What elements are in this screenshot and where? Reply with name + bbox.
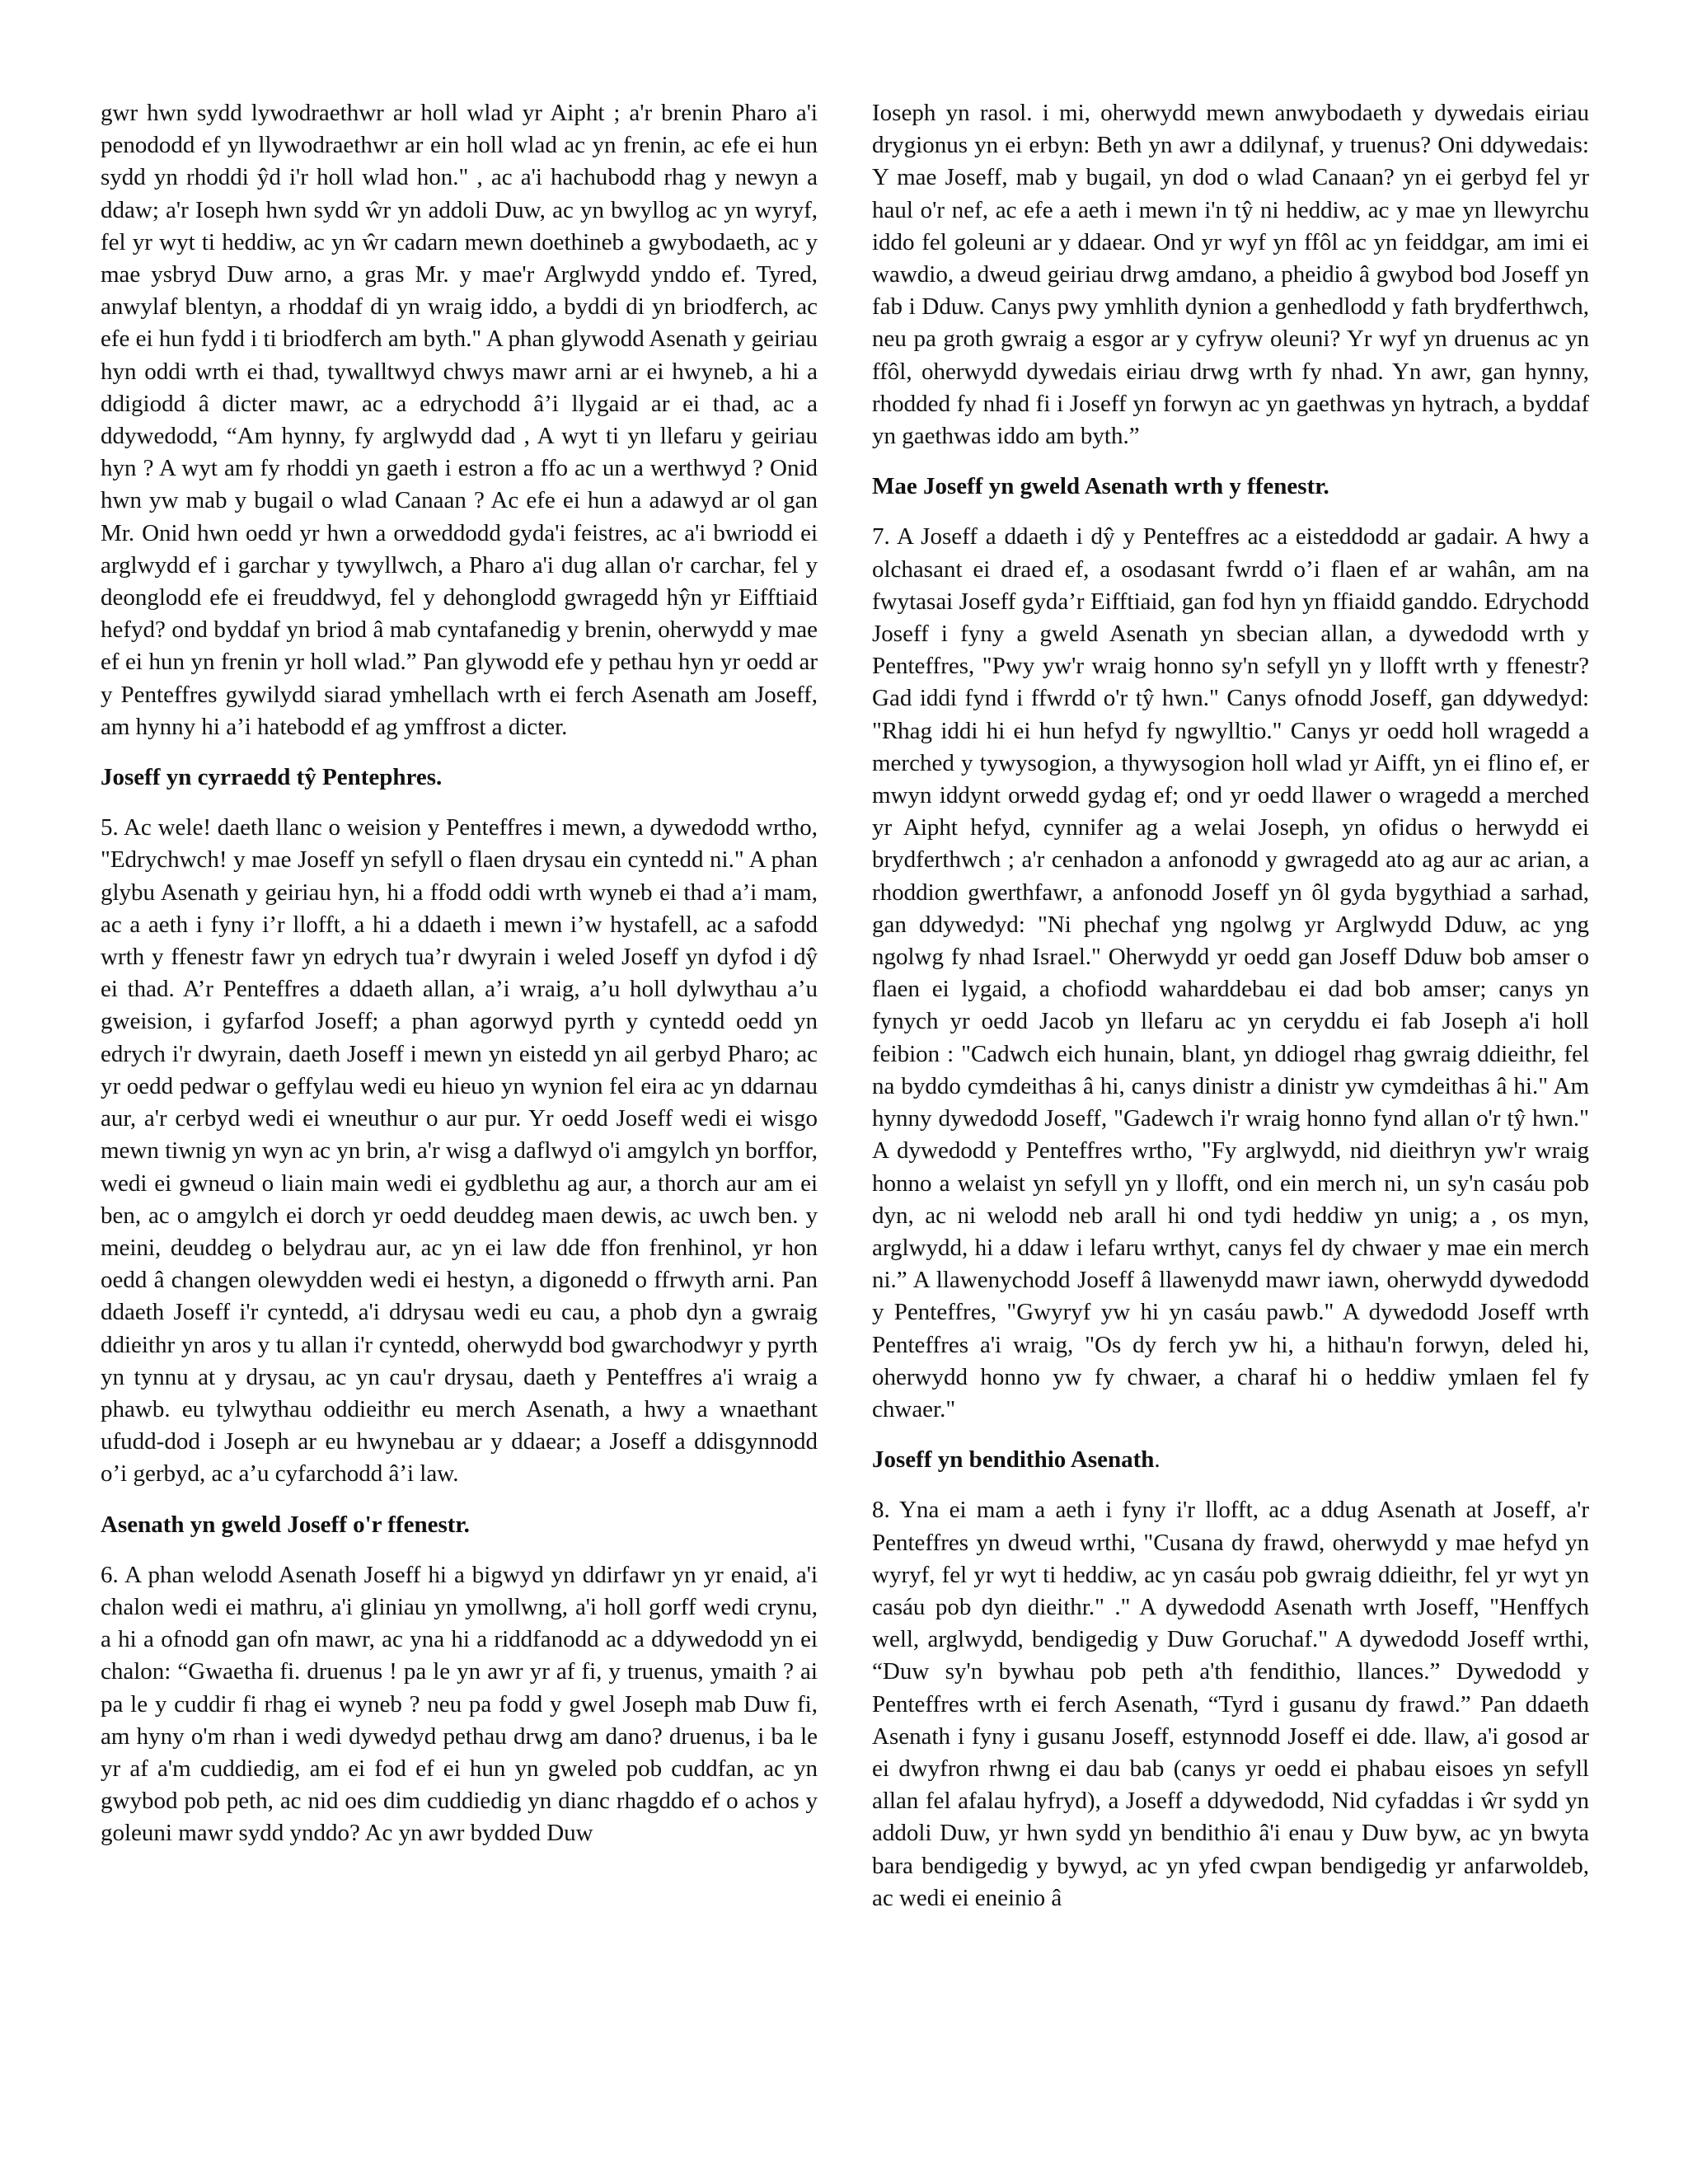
section-heading-joseph-blesses-asenath	[872, 1444, 1589, 1476]
section-heading-asenath-sees-joseph: Asenath yn gweld Joseff o'r ffenestr.	[101, 1511, 470, 1538]
paragraph-continuation: gwr hwn sydd lywodraethwr ar holl wlad yr Aipht ; a'r brenin Pharo a'i penododd ef yn llywodraethwr ar ein holl wlad ac yn frenin, ac efe ei hun sydd yn rhoddi ŷd i'r holl wlad hon." , ac a'i hachubodd rhag y newyn a ddaw; a'r Ioseph hwn sydd ŵr yn addoli Duw, ac yn bwyllog ac yn wyryf, fel yr wyt ti heddiw, ac yn ŵr cadarn mewn doethineb a gwybodaeth, ac y mae ysbryd Duw arno, a gras Mr. y mae'r Arglwydd ynddo ef. Tyred, anwylaf blentyn, a rhoddaf di yn wraig iddo, a byddi di yn briodferch, ac efe ei hun fydd i ti briodferch am byth." A phan glywodd Asenath y geiriau hyn oddi wrth ei thad, tywalltwyd chwys mawr arni ar ei hwyneb, a hi a ddigiodd â dicter mawr, ac a edrychodd â’i llygaid ar ei thad, ac a ddywedodd, “Am hynny, fy arglwydd dad , A wyt ti yn llefaru y geiriau hyn ? A wyt am fy rhoddi yn gaeth i estron a ffo ac un a werthwyd ? Onid hwn yw mab y bugail o wlad Canaan ? Ac efe ei hun a adawyd ar ol gan Mr. Onid hwn oedd yr hwn a orweddodd gyda'i feistres, ac a'i bwriodd ei arglwydd ef i garchar y tywyllwch, a Pharo a'i dug allan o'r carchar, fel y deonglodd efe ei freuddwyd, fel y dehonglodd gwragedd hŷn yr Eifftiaid hefyd? ond byddaf yn briod â mab cyntafanedig y brenin, oherwydd y mae ef ei hun yn frenin yr holl wlad.” Pan glywodd efe y pethau hyn yr oedd ar y Penteffres gywilydd siarad ymhellach wrth ei ferch Asenath am Joseff, am hynny hi a’i hatebodd ef ag ymffrost a dicter.	[101, 100, 818, 740]
heading-text: Joseff yn bendithio Asenath	[872, 1446, 1155, 1474]
paragraph-8: 8. Yna ei mam a aeth i fyny i'r llofft, ac a ddug Asenath at Joseff, a'r Penteffres yn dweud wrthi, "Cusana dy frawd, oherwydd y mae hefyd yn wyryf, fel yr wyt ti heddiw, ac yn casáu pob gwraig ddieithr, fel yr wyt yn casáu pob dyn dieithr." ." A dywedodd Asenath wrth Joseff, "Henffych well, arglwydd, bendigedig y Duw Goruchaf." A dywedodd Joseff wrthi, “Duw sy'n bywhau pob peth a'th fendithio, llances.” Dywedodd y Penteffres wrth ei ferch Asenath, “Tyrd i gusanu dy frawd.” Pan ddaeth Asenath i fyny i gusanu Joseff, estynnodd Joseff ei dde. llaw, a'i gosod ar ei dwyfron rhwng ei dau bab (canys yr oedd ei phabau eisoes yn sefyll allan fel afalau hyfryd), a Joseff a ddywedodd, Nid cyfaddas i ŵr sydd yn addoli Duw, yr hwn sydd yn bendithio â'i enau y Duw byw, ac yn bwyta bara bendigedig y bywyd, ac yn yfed cwpan bendigedig yr anfarwoldeb, ac wedi ei eneinio â	[872, 1497, 1589, 1911]
paragraph-6: 6. A phan welodd Asenath Joseff hi a bigwyd yn ddirfawr yn yr enaid, a'i chalon wedi ei mathru, a'i gliniau yn ymollwng, a'i holl gorff wedi crynu, a hi a ofnodd gan ofn mawr, ac yna hi a riddfanodd ac a ddywedodd yn ei chalon: “Gwaetha fi. druenus ! pa le yn awr yr af fi, y truenus, ymaith ? ai pa le y cuddir fi rhag ei wyneb ? neu pa fodd y gwel Joseph mab Duw fi, am hyny o'm rhan i wedi dywedyd pethau drwg am dano? druenus, i ba le yr af a'm cuddiedig, am ei fod ef ei hun yn gweled pob cuddfan, ac yn gwybod pob peth, ac nid oes dim cuddiedig yn dianc rhagddo ef o achos y goleuni mawr sydd ynddo? Ac yn awr bydded Duw	[101, 1561, 818, 1847]
right-column	[872, 97, 1589, 1933]
heading-period: .	[1154, 1446, 1160, 1474]
paragraph-6-continuation: Ioseph yn rasol. i mi, oherwydd mewn anwybodaeth y dywedais eiriau drygionus yn ei erbyn: Beth yn awr a ddilynaf, y truenus? Oni ddywedais: Y mae Joseff, mab y bugail, yn dod o wlad Canaan? yn ei gerbyd fel yr haul o'r nef, ac efe a aeth i mewn i'n tŷ ni heddiw, ac y mae yn llewyrchu iddo fel goleuni ar y ddaear. Ond yr wyf yn ffôl ac yn feiddgar, am imi ei wawdio, a dweud geiriau drwg amdano, a pheidio â gwybod bod Joseff yn fab i Dduw. Canys pwy ymhlith dynion a genhedlodd y fath brydferthwch, neu pa groth gwraig a esgor ar y cyfryw oleuni? Yr wyf yn druenus ac yn ffôl, oherwydd dywedais eiriau drwg wrth fy nhad. Yn awr, gan hynny, rhodded fy nhad fi i Joseff yn forwyn ac yn gaethwas yn hytrach, a byddaf yn gaethwas iddo am byth.”	[872, 100, 1589, 450]
section-heading-joseph-sees-asenath: Mae Joseff yn gweld Asenath wrth y ffenestr.	[872, 473, 1329, 500]
paragraph-5: 5. Ac wele! daeth llanc o weision y Penteffres i mewn, a dywedodd wrtho, "Edrychwch! y mae Joseff yn sefyll o flaen drysau ein cyntedd ni." A phan glybu Asenath y geiriau hyn, hi a ffodd oddi wrth wyneb ei thad a’i mam, ac a aeth i fyny i’r llofft, a hi a ddaeth i mewn i’w hystafell, ac a safodd wrth y ffenestr fawr yn edrych tua’r dwyrain i weled Joseff yn dyfod i dŷ ei thad. A’r Penteffres a ddaeth allan, a’i wraig, a’u holl dylwythau a’u gweision, i gyfarfod Joseff; a phan agorwyd pyrth y cyntedd oedd yn edrych i'r dwyrain, daeth Joseff i mewn yn eistedd yn ail gerbyd Pharo; ac yr oedd pedwar o geffylau wedi eu hieuo yn wynion fel eira ac yn ddarnau aur, a'r cerbyd wedi ei wneuthur o aur pur. Yr oedd Joseff wedi ei wisgo mewn tiwnig yn wyn ac yn brin, a'r wisg a daflwyd o'i amgylch yn borffor, wedi ei gwneud o liain main wedi ei gydblethu ag aur, a thorch aur am ei ben, ac o amgylch ei dorch yr oedd deuddeg maen dewis, ac uwch ben. y meini, deuddeg o belydrau aur, ac yn ei law dde ffon frenhinol, yr hon oedd â changen olewydden wedi ei hestyn, a digonedd o ffrwyth arni. Pan ddaeth Joseff i'r cyntedd, a'i ddrysau wedi eu cau, a phob dyn a gwraig ddieithr yn aros y tu allan i'r cyntedd, oherwydd bod gwarchodwyr y pyrth yn tynnu at y drysau, ac yn cau'r drysau, daeth y Penteffres a'i wraig a phawb. eu tylwythau oddieithr eu merch Asenath, a hwy a wnaethant ufudd-dod i Joseph ar eu hwynebau ar y ddaear; a Joseff a ddisgynnodd o’i gerbyd, ac a’u cyfarchodd â’i law.	[101, 814, 818, 1488]
paragraph-7: 7. A Joseff a ddaeth i dŷ y Penteffres ac a eisteddodd ar gadair. A hwy a olchasant ei draed ef, a osodasant fwrdd o’i flaen ef ar wahân, am na fwytasai Joseff gyda’r Eifftiaid, gan fod hyn yn ffiaidd ganddo. Edrychodd Joseff i fyny a gweld Asenath yn sbecian allan, a dywedodd wrth y Penteffres, "Pwy yw'r wraig honno sy'n sefyll yn y llofft wrth y ffenestr? Gad iddi fynd i ffwrdd o'r tŷ hwn." Canys ofnodd Joseff, gan ddywedyd: "Rhag iddi hi ei hun hefyd fy ngwylltio." Canys yr oedd holl wragedd a merched y tywysogion, a thywysogion holl wlad yr Aifft, yn ei flino ef, er mwyn iddynt orwedd gydag ef; ond yr oedd llawer o wragedd a merched yr Aipht hefyd, cynnifer ag a welai Joseph, yn ofidus o herwydd ei brydferthwch ; a'r cenhadon a anfonodd y gwragedd ato ag aur ac arian, a rhoddion gwerthfawr, a anfonodd Joseff yn ôl gyda bygythiad a sarhad, gan ddywedyd: "Ni phechaf yng ngolwg yr Arglwydd Dduw, ac yng ngolwg fy nhad Israel." Oherwydd yr oedd gan Joseff Dduw bob amser o flaen ei lygaid, a chofiodd waharddebau ei dad bob amser; canys yn fynych yr oedd Jacob yn llefaru ac yn ceryddu ei fab Joseph a'i holl feibion : "Cadwch eich hunain, blant, yn ddiogel rhag gwraig ddieithr, fel na byddo cymdeithas â hi, canys dinistr a dinistr yw cymdeithas â hi." Am hynny dywedodd Joseff, "Gadewch i'r wraig honno fynd allan o'r tŷ hwn." A dywedodd y Penteffres wrtho, "Fy arglwydd, nid dieithryn yw'r wraig honno a welaist yn sefyll yn y llofft, ond ein merch ni, un sy'n casáu pob dyn, ac ni welodd neb arall hi ond tydi heddiw yn unig; a , os myn, arglwydd, hi a ddaw i lefaru wrthyt, canys fel dy chwaer y mae ein merch ni.” A llawenychodd Joseff â llawenydd mawr iawn, oherwydd dywedodd y Penteffres, "Gwyryf yw hi yn casáu pawb." A dywedodd Joseff wrth Penteffres a'i wraig, "Os dy ferch yw hi, a hithau'n forwyn, deled hi, oherwydd honno yw fy chwaer, a charaf hi o heddiw ymlaen fel fy chwaer."	[872, 523, 1589, 1422]
left-column	[101, 97, 818, 1868]
section-heading-joseph-arrives: Joseff yn cyrraedd tŷ Pentephres.	[101, 764, 443, 791]
